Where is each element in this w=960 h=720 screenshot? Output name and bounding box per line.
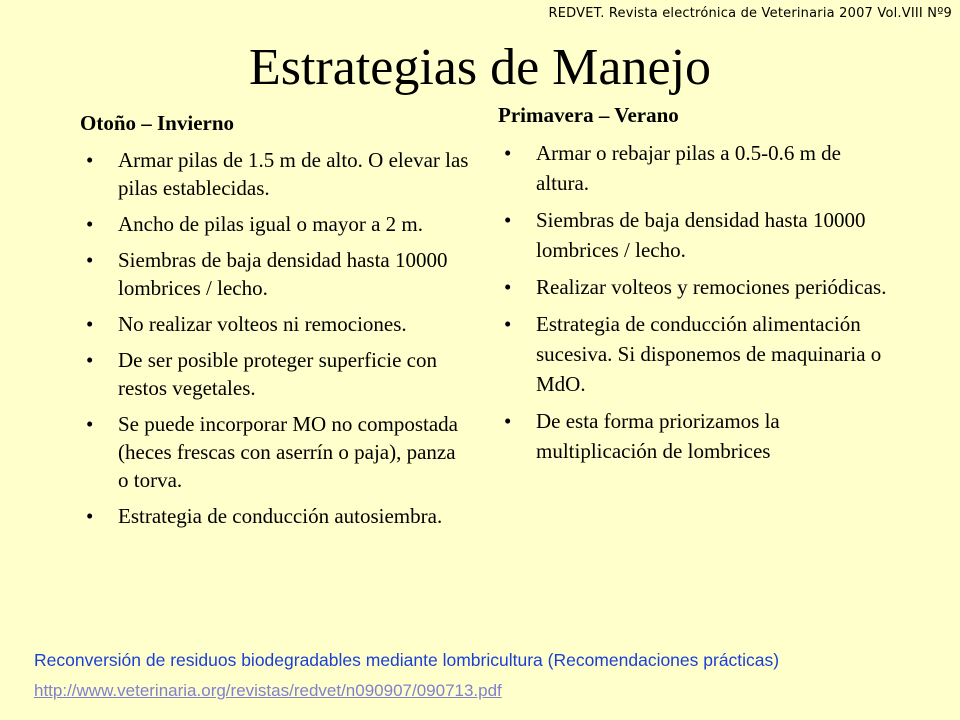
bullet-icon: • [86,148,94,172]
list-item [498,309,888,399]
list-item-text: Realizar volteos y remociones periódicas. [536,275,887,299]
autumn-winter-list [80,146,470,530]
citation-text: Reconversión de residuos biodegradables mediante lombricultura (Recomendaciones prácticas) [34,650,780,670]
list-item-text: De esta forma priorizamos la multiplicación de lombrices [536,409,780,463]
bullet-icon: • [504,208,512,232]
list-item-text: Siembras de baja densidad hasta 10000 lombrices / lecho. [118,248,448,300]
journal-header: REDVET. Revista electrónica de Veterinaria 2007 Vol.VIII Nº9 [548,6,952,21]
bullet-icon: • [86,412,94,436]
list-item [498,272,888,302]
list-item-text: Estrategia de conducción autosiembra. [118,504,443,528]
list-item [80,502,470,530]
bullet-icon: • [504,141,512,165]
list-item-text: Armar o rebajar pilas a 0.5-0.6 m de altura. [536,141,841,195]
list-item [80,410,470,494]
list-item-text: De ser posible proteger superficie con restos vegetales. [118,348,437,400]
list-item [80,146,470,202]
list-item-text: Se puede incorporar MO no compostada (heces frescas con aserrín o paja), panza o torva. [118,412,458,492]
bullet-icon: • [86,312,94,336]
list-item [498,205,888,265]
list-item [498,406,888,466]
autumn-winter-heading: Otoño – Invierno [80,111,235,135]
bullet-icon: • [504,275,512,299]
list-item [80,246,470,302]
list-item-text: No realizar volteos ni remociones. [118,312,407,336]
bullet-icon: • [86,348,94,372]
list-item [80,210,470,238]
list-item [80,346,470,402]
slide-title: Estrategias de Manejo [248,39,712,96]
list-item-text: Estrategia de conducción alimentación sucesiva. Si disponemos de maquinaria o MdO. [536,312,882,396]
bullet-icon: • [504,409,512,433]
spring-summer-column [498,102,888,473]
spring-summer-list [498,138,888,466]
bullet-icon: • [86,504,94,528]
autumn-winter-column [80,110,470,538]
bullet-icon: • [86,248,94,272]
list-item-text: Siembras de baja densidad hasta 10000 lombrices / lecho. [536,208,866,262]
bullet-icon: • [86,212,94,236]
list-item [80,310,470,338]
list-item-text: Ancho de pilas igual o mayor a 2 m. [118,212,424,236]
spring-summer-heading: Primavera – Verano [498,103,679,127]
list-item-text: Armar pilas de 1.5 m de alto. O elevar las pilas establecidas. [118,148,469,200]
list-item [498,138,888,198]
source-link[interactable]: http://www.veterinaria.org/revistas/redvet/n090907/090713.pdf [34,681,502,700]
bullet-icon: • [504,312,512,336]
